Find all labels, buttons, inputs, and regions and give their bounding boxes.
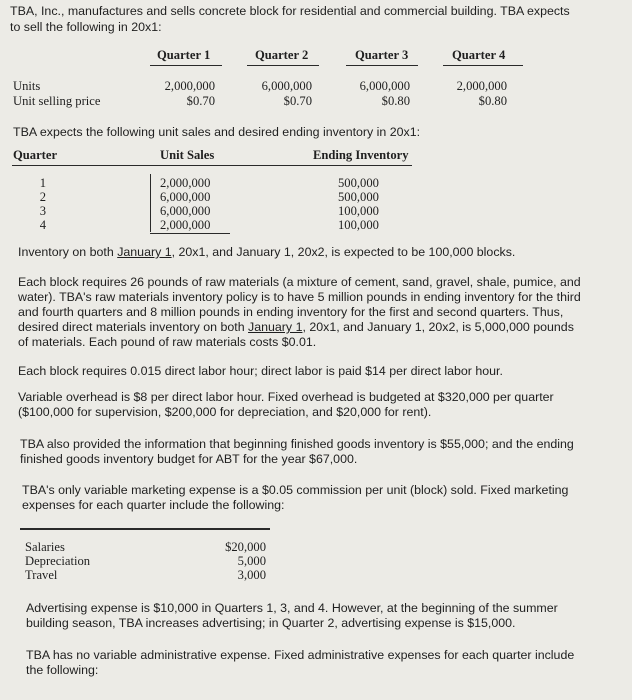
marketing-labels [25, 540, 90, 582]
header-quarter-3: Quarter 3 [355, 48, 409, 62]
inventory-intro: TBA expects the following unit sales and desired ending inventory in 20x1: [13, 125, 421, 139]
overhead-line-1: Variable overhead is $8 per direct labor hour. Fixed overhead is budgeted at $320,000 per quarter [18, 390, 554, 404]
inventory-text-pre: Inventory on both [18, 245, 118, 259]
row-label-units: Units [13, 79, 41, 93]
intro-line-2: to sell the following in 20x1: [10, 20, 162, 34]
marketing-label-depreciation: Depreciation [25, 554, 91, 568]
row-label-price: Unit selling price [13, 94, 101, 108]
header-quarter-2: Quarter 2 [255, 48, 309, 62]
materials-line-4-pre: desired direct materials inventory on both [18, 320, 249, 334]
price-q1: $0.70 [186, 94, 215, 108]
marketing-top-rule [20, 528, 270, 530]
materials-line-5: of materials. Each pound of raw materials costs $0.01. [18, 335, 317, 349]
inv-ending-column [338, 176, 379, 232]
inv-bracket-bottom [150, 233, 230, 234]
inv-quarter-column [30, 176, 46, 232]
inventory-text-link: January 1 [117, 245, 172, 259]
admin-line-1: TBA has no variable administrative expense. Fixed administrative expenses for each quarter include [26, 648, 575, 662]
advertising-line-2: building season, TBA increases advertising; in Quarter 2, advertising expense is $15,000. [26, 616, 516, 630]
marketing-label-salaries: Salaries [25, 540, 65, 554]
units-q1: 2,000,000 [164, 79, 215, 93]
inv-quarter-2: 2 [39, 190, 46, 204]
header-rule-1 [150, 65, 222, 66]
inv-unit-sales-column [160, 176, 210, 232]
inv-header-ending-inventory: Ending Inventory [313, 148, 409, 162]
inv-quarter-4: 4 [39, 218, 46, 232]
header-quarter-4: Quarter 4 [452, 48, 506, 62]
units-q4: 2,000,000 [456, 79, 507, 93]
marketing-amount-depreciation: 5,000 [237, 554, 266, 568]
paragraph-inventory [18, 245, 515, 260]
materials-line-3: and fourth quarters and 8 million pounds in ending inventory for the first and second quarters. Thus, [18, 305, 564, 319]
price-q4: $0.80 [478, 94, 507, 108]
marketing-amount-salaries: $20,000 [225, 540, 266, 554]
intro-line-1: TBA, Inc., manufactures and sells concrete block for residential and commercial building. TBA expects [10, 4, 570, 18]
finished-line-1: TBA also provided the information that beginning finished goods inventory is $55,000; and the ending [20, 437, 574, 451]
header-rule-2 [247, 65, 319, 66]
admin-line-2: the following: [26, 663, 99, 677]
advertising-line-1: Advertising expense is $10,000 in Quarters 1, 3, and 4. However, at the beginning of the summer [26, 601, 558, 615]
units-q2: 6,000,000 [261, 79, 312, 93]
inv-ending-1: 500,000 [338, 176, 379, 190]
inv-header-quarter: Quarter [13, 148, 58, 162]
paragraph-labor: Each block requires 0.015 direct labor hour; direct labor is paid $14 per direct labor hour. [18, 364, 503, 378]
inv-unit-sales-3: 6,000,000 [160, 204, 211, 218]
marketing-amount-travel: 3,000 [237, 568, 266, 582]
materials-line-1: Each block requires 26 pounds of raw materials (a mixture of cement, sand, gravel, shale, pumice, and [18, 275, 581, 289]
finished-line-2: finished goods inventory budget for ABT for the year $67,000. [20, 452, 358, 466]
header-rule-4 [443, 65, 523, 66]
materials-line-4-link: January 1 [248, 320, 303, 334]
inv-quarter-3: 3 [39, 204, 46, 218]
inv-unit-sales-2: 6,000,000 [160, 190, 211, 204]
marketing-amounts [200, 540, 266, 582]
header-rule-3 [346, 65, 418, 66]
marketing-label-travel: Travel [25, 568, 58, 582]
marketing-line-2: expenses for each quarter include the following: [22, 498, 285, 512]
materials-line-4 [18, 320, 574, 335]
price-q2: $0.70 [283, 94, 312, 108]
inv-header-unit-sales: Unit Sales [160, 148, 215, 162]
units-q3: 6,000,000 [359, 79, 410, 93]
header-quarter-1: Quarter 1 [157, 48, 211, 62]
materials-line-4-post: , 20x1, and January 1, 20x2, is 5,000,000 pounds [302, 320, 574, 334]
inv-ending-3: 100,000 [338, 204, 379, 218]
marketing-line-1: TBA's only variable marketing expense is a $0.05 commission per unit (block) sold. Fixed marketing [22, 483, 569, 497]
inv-ending-4: 100,000 [338, 218, 379, 232]
price-q3: $0.80 [381, 94, 410, 108]
inv-bracket-left [150, 174, 151, 232]
inv-ending-2: 500,000 [338, 190, 379, 204]
inv-header-rule [12, 165, 412, 166]
inv-unit-sales-1: 2,000,000 [160, 176, 211, 190]
overhead-line-2: ($100,000 for supervision, $200,000 for depreciation, and $20,000 for rent). [18, 405, 432, 419]
inv-unit-sales-4: 2,000,000 [160, 218, 211, 232]
inv-quarter-1: 1 [39, 176, 46, 190]
materials-line-2: water). TBA's raw materials inventory policy is to have 5 million pounds in ending inventory for the third [18, 290, 581, 304]
inventory-text-post: , 20x1, and January 1, 20x2, is expected to be 100,000 blocks. [171, 245, 516, 259]
